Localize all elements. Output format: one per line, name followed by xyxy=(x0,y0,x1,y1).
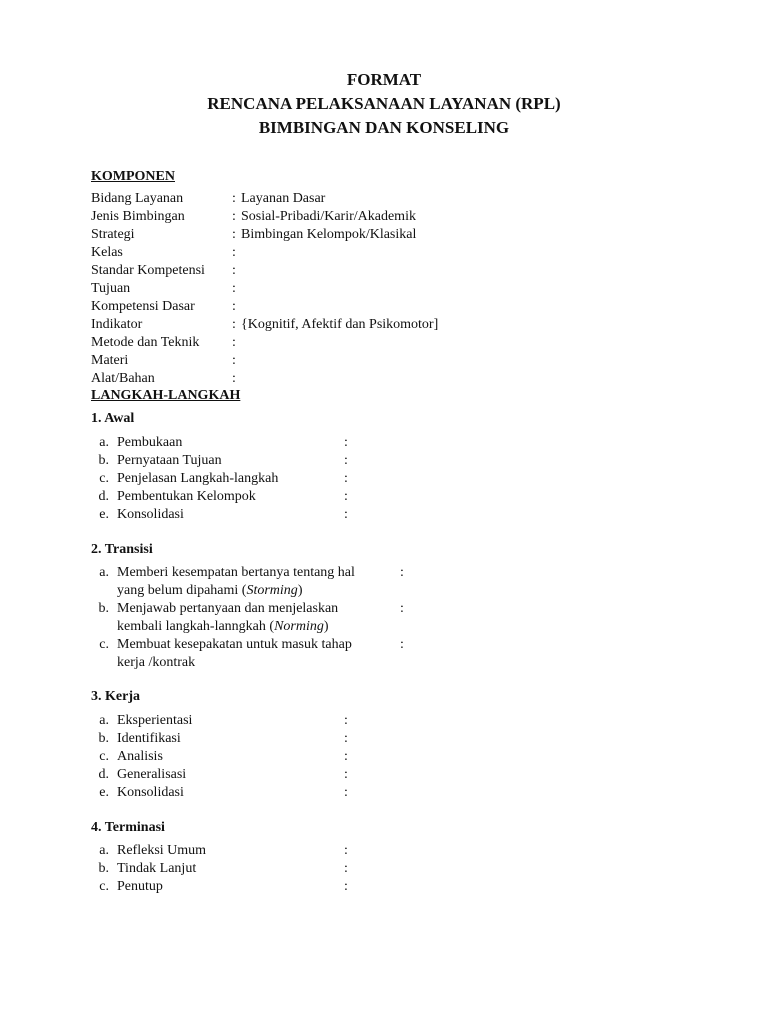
item-colon: : xyxy=(400,637,404,652)
item-text: Penutup xyxy=(117,879,163,894)
item-text-line2: kerja /kontrak xyxy=(117,655,196,670)
section-title-transisi: 2. Transisi xyxy=(91,542,153,557)
term-norming: Norming xyxy=(274,619,324,634)
item-text-line2: kembali langkah-lanngkah (Norming) xyxy=(117,619,329,634)
item-colon: : xyxy=(400,565,404,580)
komponen-colon: : xyxy=(232,245,236,260)
item-text-line1: Membuat kesepakatan untuk masuk tahap xyxy=(117,637,352,652)
item-letter: d. xyxy=(98,489,109,504)
item-colon: : xyxy=(344,767,348,782)
komponen-colon: : xyxy=(232,209,236,224)
komponen-value: {Kognitif, Afektif dan Psikomotor] xyxy=(241,317,439,332)
item-text: Pernyataan Tujuan xyxy=(117,453,222,468)
item-colon: : xyxy=(344,879,348,894)
document-title xyxy=(0,68,768,140)
item-colon: : xyxy=(344,713,348,728)
komponen-label: Metode dan Teknik xyxy=(91,335,200,350)
item-letter: a. xyxy=(99,843,109,858)
komponen-colon: : xyxy=(232,227,236,242)
list-item xyxy=(91,636,411,672)
komponen-colon: : xyxy=(232,317,236,332)
list-item xyxy=(91,564,411,600)
item-colon: : xyxy=(344,489,348,504)
komponen-label: Kelas xyxy=(91,245,123,260)
section-title-terminasi: 4. Terminasi xyxy=(91,820,165,835)
item-text: Generalisasi xyxy=(117,767,187,782)
komponen-label: Tujuan xyxy=(91,281,131,296)
item-colon: : xyxy=(344,749,348,764)
item-colon: : xyxy=(344,471,348,486)
item-letter: a. xyxy=(99,565,109,580)
item-text: Analisis xyxy=(117,749,163,764)
komponen-colon: : xyxy=(232,335,236,350)
item-letter: c. xyxy=(99,749,109,764)
komponen-label: Strategi xyxy=(91,227,135,242)
item-colon: : xyxy=(344,843,348,858)
item-letter: c. xyxy=(99,879,109,894)
item-colon: : xyxy=(344,453,348,468)
komponen-value: Sosial-Pribadi/Karir/Akademik xyxy=(241,209,416,224)
item-text: Pembukaan xyxy=(117,435,183,450)
langkah-heading: LANGKAH-LANGKAH xyxy=(91,388,241,403)
komponen-label: Bidang Layanan xyxy=(91,191,184,206)
item-letter: e. xyxy=(99,507,109,522)
komponen-label: Indikator xyxy=(91,317,143,332)
item-letter: b. xyxy=(98,601,109,616)
item-letter: a. xyxy=(99,713,109,728)
komponen-label: Materi xyxy=(91,353,129,368)
komponen-colon: : xyxy=(232,191,236,206)
item-text: Tindak Lanjut xyxy=(117,861,197,876)
item-colon: : xyxy=(344,731,348,746)
item-letter: b. xyxy=(98,861,109,876)
title-line-2: RENCANA PELAKSANAAN LAYANAN (RPL) xyxy=(207,94,561,113)
komponen-value: Layanan Dasar xyxy=(241,191,326,206)
section-title-awal: 1. Awal xyxy=(91,411,135,426)
item-text: Refleksi Umum xyxy=(117,843,207,858)
komponen-label: Kompetensi Dasar xyxy=(91,299,195,314)
komponen-colon: : xyxy=(232,353,236,368)
item-text-line1: Menjawab pertanyaan dan menjelaskan xyxy=(117,601,339,616)
item-colon: : xyxy=(344,861,348,876)
item-text: Konsolidasi xyxy=(117,507,184,522)
item-colon: : xyxy=(344,785,348,800)
item-letter: b. xyxy=(98,453,109,468)
komponen-label: Jenis Bimbingan xyxy=(91,209,185,224)
item-colon: : xyxy=(344,435,348,450)
item-text: Penjelasan Langkah-langkah xyxy=(117,471,279,486)
title-line-1: FORMAT xyxy=(346,70,422,89)
komponen-colon: : xyxy=(232,263,236,278)
komponen-value: Bimbingan Kelompok/Klasikal xyxy=(241,227,417,242)
komponen-colon: : xyxy=(232,371,236,386)
item-text: Konsolidasi xyxy=(117,785,184,800)
list-item xyxy=(91,600,411,636)
item-colon: : xyxy=(400,601,404,616)
komponen-label: Alat/Bahan xyxy=(91,371,155,386)
komponen-colon: : xyxy=(232,299,236,314)
item-letter: a. xyxy=(99,435,109,450)
item-letter: b. xyxy=(98,731,109,746)
term-storming: Storming xyxy=(246,583,298,598)
title-line-3: BIMBINGAN DAN KONSELING xyxy=(258,118,510,137)
section-title-kerja: 3. Kerja xyxy=(91,689,140,704)
item-letter: c. xyxy=(99,471,109,486)
komponen-label: Standar Kompetensi xyxy=(91,263,205,278)
item-text-line2: yang belum dipahami (Storming) xyxy=(117,583,303,598)
komponen-colon: : xyxy=(232,281,236,296)
item-letter: c. xyxy=(99,637,109,652)
item-colon: : xyxy=(344,507,348,522)
item-text: Identifikasi xyxy=(117,731,181,746)
item-text-line1: Memberi kesempatan bertanya tentang hal xyxy=(117,565,355,580)
item-text: Pembentukan Kelompok xyxy=(117,489,256,504)
item-letter: d. xyxy=(98,767,109,782)
komponen-heading: KOMPONEN xyxy=(91,169,175,184)
item-text: Eksperientasi xyxy=(117,713,193,728)
item-letter: e. xyxy=(99,785,109,800)
